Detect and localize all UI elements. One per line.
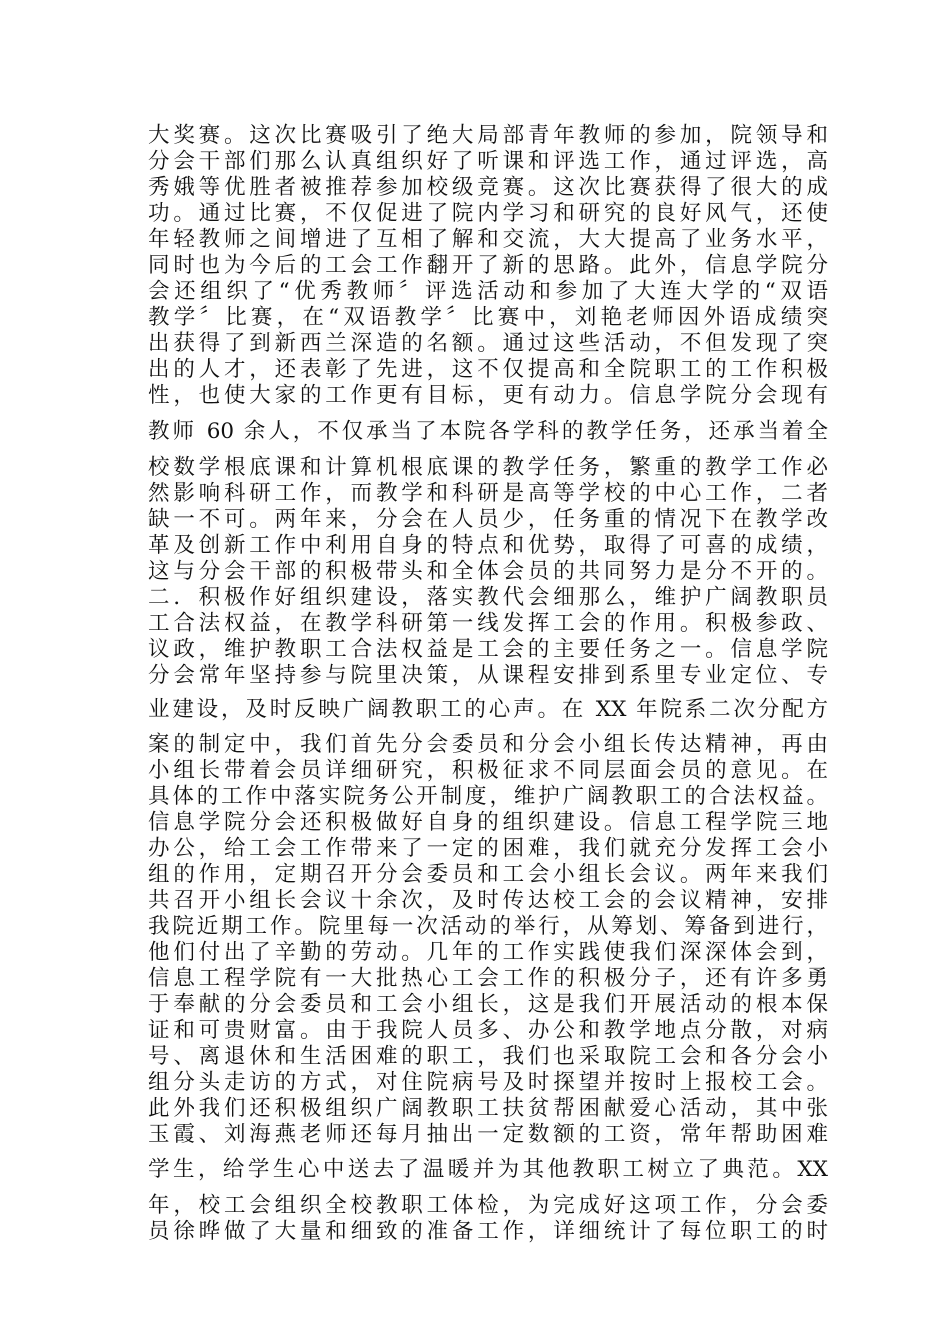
text-line: 共召开小组长会议十余次，及时传达校工会的会议精神，安排: [148, 888, 828, 913]
text-line: 办公，给工会工作带来了一定的困难，我们就充分发挥工会小: [148, 836, 828, 861]
text-line: 具体的工作中落实院务公开制度，维护广阔教职工的合法权益。: [148, 784, 828, 809]
text-line: 年，校工会组织全校教职工体检，为完成好这项工作，分会委: [148, 1193, 828, 1218]
text-line: 会还组织了“优秀教师〞评选活动和参加了大连大学的“双语: [148, 279, 828, 304]
text-line: 信息工程学院有一大批热心工会工作的积极分子，还有许多勇: [148, 966, 828, 991]
text-line: 证和可贵财富。由于我院人员多、办公和教学地点分散，对病: [148, 1018, 828, 1043]
text-line: 性，也使大家的工作更有目标，更有动力。信息学院分会现有: [148, 383, 828, 408]
text-line: 分会常年坚持参与院里决策，从课程安排到系里专业定位、专: [148, 663, 828, 688]
text-line: 大奖赛。这次比赛吸引了绝大局部青年教师的参加，院领导和: [148, 123, 828, 148]
text-line: 小组长带着会员详细研究，积极征求不同层面会员的意见。在: [148, 758, 828, 783]
text-line: 议政，维护教职工合法权益是工会的主要任务之一。信息学院: [148, 637, 828, 662]
text-line: 分会干部们那么认真组织好了听课和评选工作，通过评选，高: [148, 149, 828, 174]
text-line: 教学〞比赛，在“双语教学〞比赛中，刘艳老师因外语成绩突: [148, 305, 828, 330]
text-line: 案的制定中，我们首先分会委员和分会小组长传达精神，再由: [148, 732, 828, 757]
text-line: 校数学根底课和计算机根底课的教学任务，繁重的教学工作必: [148, 455, 828, 480]
text-line: 这与分会干部的积极带头和全体会员的共同努力是分不开的。: [148, 559, 828, 584]
text-line: 号、离退休和生活困难的职工，我们也采取院工会和各分会小: [148, 1044, 828, 1069]
text-line: 信息学院分会还积极做好自身的组织建设。信息工程学院三地: [148, 810, 828, 835]
text-line: 年轻教师之间增进了互相了解和交流，大大提高了业务水平，: [148, 227, 828, 252]
text-line: 组分头走访的方式，对住院病号及时探望并按时上报校工会。: [148, 1070, 828, 1095]
text-line: 工合法权益，在教学科研第一线发挥工会的作用。积极参政、: [148, 611, 828, 636]
text-line: 出获得了到新西兰深造的名额。通过这些活动，不但发现了突: [148, 331, 828, 356]
text-line: 学生，给学生心中送去了温暖并为其他教职工树立了典范。XX: [148, 1157, 828, 1182]
text-line: 员徐晔做了大量和细致的准备工作，详细统计了每位职工的时: [148, 1219, 828, 1244]
text-line: 二．积极作好组织建设，落实教代会细那么，维护广阔教职员: [148, 585, 828, 610]
text-line: 组的作用，定期召开分会委员和工会小组长会议。两年来我们: [148, 862, 828, 887]
text-line: 我院近期工作。院里每一次活动的举行，从筹划、筹备到进行，: [148, 914, 828, 939]
text-line: 秀娥等优胜者被推荐参加校级竞赛。这次比赛获得了很大的成: [148, 175, 828, 200]
text-line: 玉霞、刘海燕老师还每月抽出一定数额的工资，常年帮助困难: [148, 1122, 828, 1147]
text-line: 功。通过比赛，不仅促进了院内学习和研究的良好风气，还使: [148, 201, 828, 226]
text-line: 教师 60 余人，不仅承当了本院各学科的教学任务，还承当着全: [148, 419, 828, 444]
text-line: 出的人才，还表彰了先进，这不仅提高和全院职工的工作积极: [148, 357, 828, 382]
text-line: 于奉献的分会委员和工会小组长，这是我们开展活动的根本保: [148, 992, 828, 1017]
text-line: 他们付出了辛勤的劳动。几年的工作实践使我们深深体会到，: [148, 940, 828, 965]
text-line: 缺一不可。两年来，分会在人员少，任务重的情况下在教学改: [148, 507, 828, 532]
text-line: 业建设，及时反映广阔教职工的心声。在 XX 年院系二次分配方: [148, 697, 828, 722]
text-line: 此外我们还积极组织广阔教职工扶贫帮困献爱心活动，其中张: [148, 1096, 828, 1121]
text-line: 革及创新工作中利用自身的特点和优势，取得了可喜的成绩，: [148, 533, 828, 558]
text-line: 然影响科研工作，而教学和科研是高等学校的中心工作，二者: [148, 481, 828, 506]
text-line: 同时也为今后的工会工作翻开了新的思路。此外，信息学院分: [148, 253, 828, 278]
